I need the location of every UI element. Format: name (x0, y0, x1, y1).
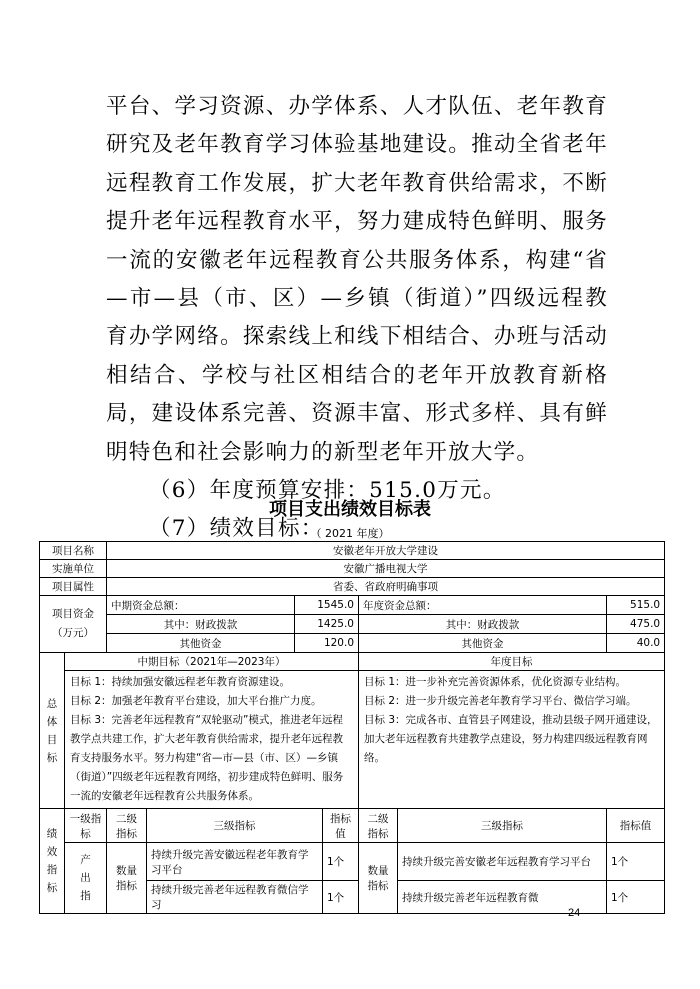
year-goal-1: 目标 1：进一步补充完善资源体系，优化资源专业结构。 (364, 676, 627, 688)
table-title: 项目支出绩效目标表 (269, 499, 431, 520)
mid-fiscal: 1425.0 (295, 615, 359, 634)
mid-total: 1545.0 (295, 596, 359, 615)
mid-goal-1: 目标 1：持续加强安徽远程老年教育资源建设。 (70, 676, 291, 688)
fund-label (40, 596, 107, 653)
perf-indicator-label (40, 809, 65, 914)
year-lvl2-header: 二级指标 (359, 809, 398, 843)
mid-goal-header: 中期目标（2021年—2023年） (65, 653, 359, 671)
mid-goal-2: 目标 2：加强老年教育平台建设，加大平台推广力度。 (70, 695, 322, 707)
mid-indicator-1: 持续升级完善安徽远程老年教育学习平台 (147, 843, 323, 881)
year-goal-3: 目标 3：完成各市、直管县子网建设，推动县级子网开通建设，加大老年远程教育共建教学点建设，努力构建四级远程教育网络。 (364, 714, 658, 764)
unit-label: 实施单位 (40, 560, 107, 578)
project-name-label: 项目名称 (40, 542, 107, 560)
mid-lvl3-header: 三级指标 (147, 809, 323, 843)
mid-fiscal-label: 其中：财政拨款 (107, 615, 295, 634)
mid-goals (65, 671, 359, 809)
project-name: 安徽老年开放大学建设 (107, 542, 665, 560)
table-year: （ 2021 年度） (310, 527, 390, 540)
mid-indicator-2: 持续升级完善老年远程教育微信学习 (147, 881, 323, 914)
year-total-label: 年度资金总额： (359, 596, 607, 615)
year-total: 515.0 (607, 596, 665, 615)
year-qty-label: 数量指标 (359, 843, 398, 914)
year-indicator-2: 持续升级完善老年远程教育微 (398, 881, 607, 914)
year-fiscal-label: 其中：财政拨款 (359, 615, 607, 634)
fund-label-text: 项目资金 (52, 608, 94, 620)
mid-lvl2-header: 二级指标 (107, 809, 147, 843)
paragraph-plan: 平台、学习资源、办学体系、人才队伍、老年教育研究及老年教育学习体验基地建设。推动全省老年远程教育工作发展，扩大老年教育供给需求，不断提升老年远程教育水平，努力建成特色鲜明、服务一流的安徽老年远程教育公共服务体系，构建“省—市—县（市、区）—乡镇（街道）”四级远程教育办学网络。探索线上和线下相结合、办班与活动相结合、学校与社区相结合的老年开放教育新格局，建设体系完善、资源丰富、形式多样、具有鲜明特色和社会影响力的新型老年开放大学。 (106, 94, 608, 465)
mid-goal-3: 目标 3：完善老年远程教育“双轮驱动”模式，推进老年远程教学点共建工作，扩大老年教育供给需求，提升老年远程教育支持服务水平。努力构建“省—市—县（市、区）—乡镇（街道）”四级老年远程教育网络，初步建成特色鲜明、服务一流的安徽老年远程教育公共服务体系。 (70, 714, 344, 802)
paragraph-budget: （6）年度预算安排：515.0万元。 (149, 478, 506, 504)
year-other-label: 其他资金 (359, 634, 607, 653)
mid-value-2: 1个 (323, 881, 359, 914)
mid-value-header: 指标值 (323, 809, 359, 843)
year-other: 40.0 (607, 634, 665, 653)
year-lvl3-header: 三级指标 (398, 809, 607, 843)
attr: 省委、省政府明确事项 (107, 578, 665, 596)
mid-qty-label: 数量指标 (107, 843, 147, 914)
year-fiscal: 475.0 (607, 615, 665, 634)
year-value-header: 指标值 (607, 809, 665, 843)
paragraph-goals-heading: （7）绩效目标： (149, 516, 324, 542)
fund-unit: （万元） (52, 627, 94, 639)
perf-indicator-label-text: 绩效指标 (46, 828, 58, 894)
year-value-2: 1个 (607, 881, 665, 914)
year-goal-header: 年度目标 (359, 653, 665, 671)
mid-other: 120.0 (295, 634, 359, 653)
mid-value-1: 1个 (323, 843, 359, 881)
performance-target-table (39, 541, 665, 914)
year-goals (359, 671, 665, 809)
mid-other-label: 其他资金 (107, 634, 295, 653)
attr-label: 项目属性 (40, 578, 107, 596)
mid-lvl1-header: 一级指标 (65, 809, 107, 843)
year-indicator-1: 持续升级完善安徽老年远程教育学习平台 (398, 843, 607, 881)
page-number: 24 (568, 907, 581, 919)
overall-goal-label-text: 总体目标 (46, 697, 58, 764)
output-indicator-label-text: 产出指 (80, 854, 91, 902)
overall-goal-label (40, 653, 65, 809)
output-indicator-label (65, 843, 107, 914)
mid-total-label: 中期资金总额： (107, 596, 295, 615)
body-text (106, 88, 608, 549)
year-value-1: 1个 (607, 843, 665, 881)
year-goal-2: 目标 2：进一步升级完善老年教育学习平台、微信学习端。 (364, 695, 637, 707)
unit: 安徽广播电视大学 (107, 560, 665, 578)
